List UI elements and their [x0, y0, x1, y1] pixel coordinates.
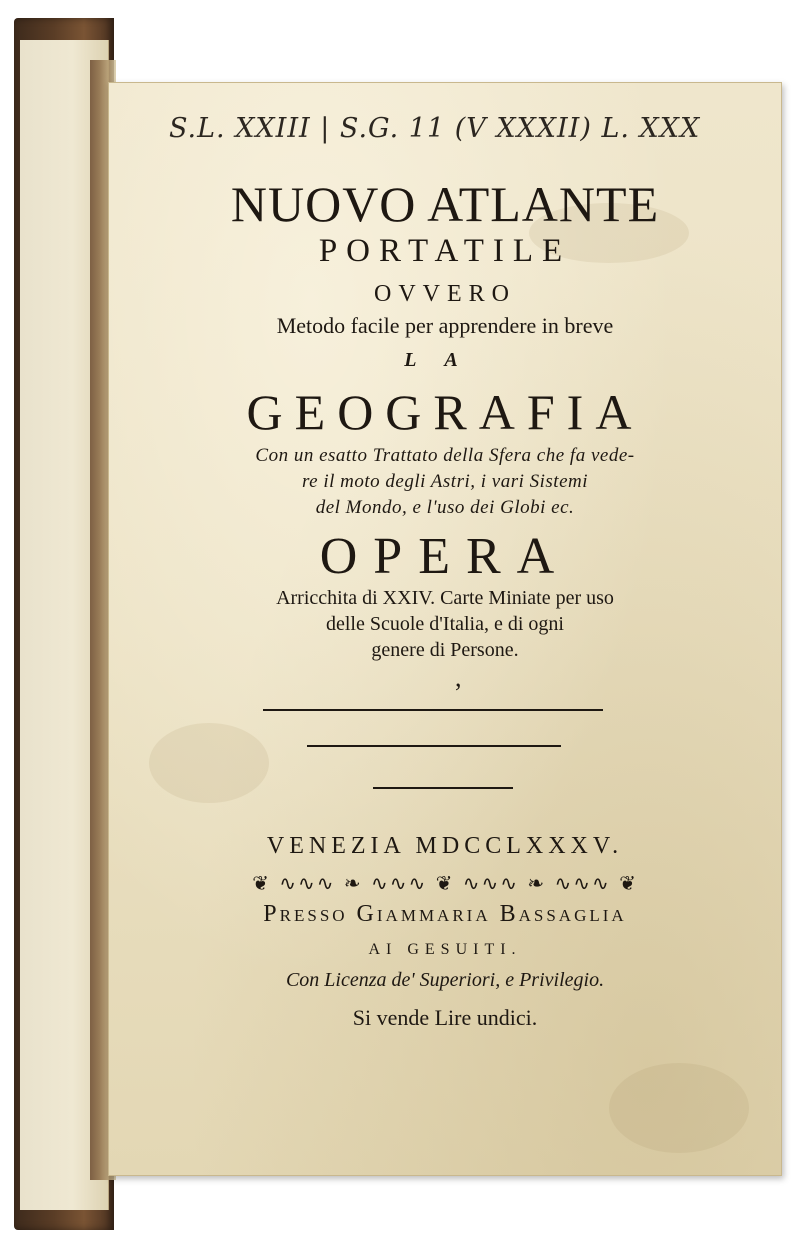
title-line-ovvero: OVVERO: [374, 281, 516, 307]
opera-line-1: Arricchita di XXIV. Carte Miniate per uso: [276, 587, 614, 609]
imprint-printer: Presso Giammaria Bassaglia: [263, 901, 627, 927]
ink-mark: ,: [455, 663, 462, 692]
typographic-ornament: ❦ ∿∿∿ ❧ ∿∿∿ ❦ ∿∿∿ ❧ ∿∿∿ ❦: [252, 871, 638, 895]
description-line-2: re il moto degli Astri, i vari Sistemi: [301, 471, 589, 492]
paper-stain: [149, 723, 269, 803]
title-line-nuovo-atlante: NUOVO ATLANTE: [230, 176, 660, 232]
opera-line-2: delle Scuole d'Italia, e di ogni: [326, 613, 564, 635]
title-line-opera: OPERA: [319, 528, 571, 585]
paper-stain: [609, 1063, 749, 1153]
subtitle-metodo: Metodo facile per apprendere in breve: [276, 313, 614, 338]
opera-line-3: genere di Persone.: [371, 639, 519, 661]
handwritten-shelfmark: S.L. XXIII | S.G. 11 (V XXXII) L. XXX: [169, 113, 701, 144]
imprint-place-date: VENEZIA MDCCLXXXV.: [266, 833, 624, 859]
title-line-la: LA: [404, 349, 486, 371]
title-line-portatile: PORTATILE: [318, 233, 572, 269]
title-page: [108, 82, 782, 1176]
description-line-3: del Mondo, e l'uso dei Globi ec.: [315, 497, 575, 518]
price-line: Si vende Lire undici.: [352, 1005, 538, 1030]
title-line-geografia: GEOGRAFIA: [246, 384, 644, 440]
divider-rule-medium: [307, 745, 561, 747]
divider-rule-short: [373, 787, 513, 789]
imprint-address: AI GESUITI.: [368, 941, 522, 958]
imprint-license: Con Licenza de' Superiori, e Privilegio.: [285, 969, 605, 991]
description-line-1: Con un esatto Trattato della Sfera che fa vede-: [255, 445, 635, 466]
divider-rule-long: [263, 709, 603, 711]
